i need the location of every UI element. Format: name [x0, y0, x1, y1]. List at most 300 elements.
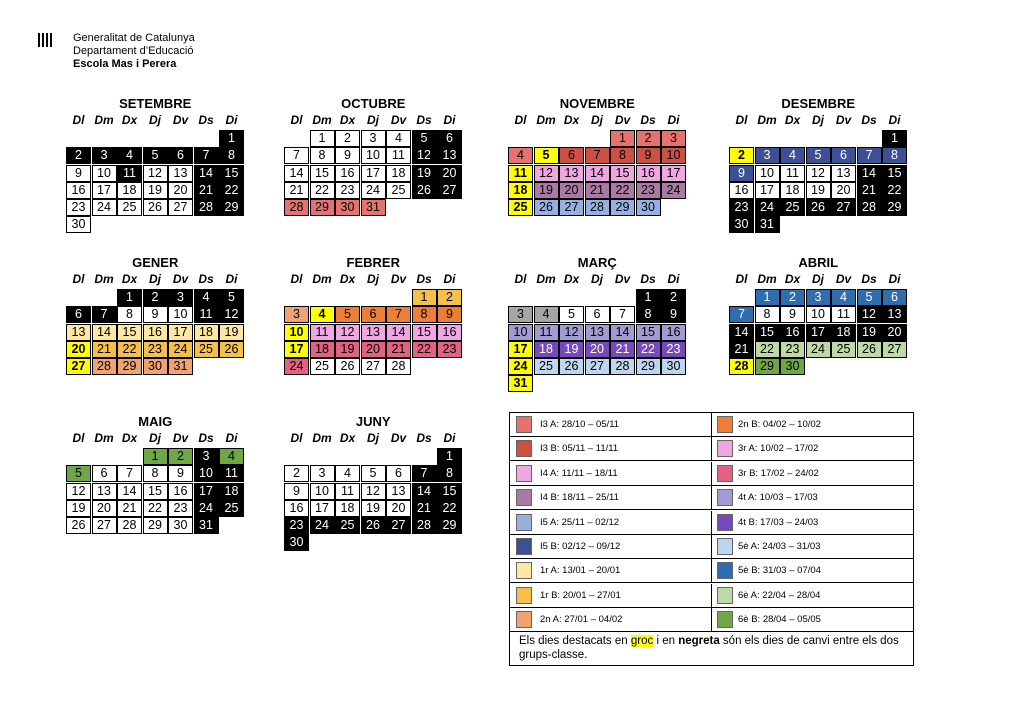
legend-swatch: [717, 465, 733, 482]
day-cell: 15: [755, 324, 780, 341]
day-cell: 16: [780, 324, 805, 341]
legend-row: [712, 437, 914, 461]
weekday-header: Ds: [416, 272, 432, 286]
weekday-header: Ds: [861, 272, 877, 286]
day-cell: 15: [310, 165, 335, 182]
day-cell: 28: [585, 199, 610, 216]
legend-swatch: [516, 440, 532, 457]
day-cell: 24: [92, 199, 117, 216]
day-cell: 26: [361, 517, 386, 534]
weekday-header: Dx: [339, 272, 356, 286]
day-cell: 25: [194, 341, 219, 358]
day-cell: 10: [92, 165, 117, 182]
day-cell: 16: [437, 324, 462, 341]
day-cell: 11: [831, 306, 856, 323]
legend-label: 3r A: 10/02 – 17/02: [738, 443, 819, 455]
weekday-header: Dm: [94, 272, 114, 286]
day-cell: 13: [386, 483, 411, 500]
weekday-header: Ds: [416, 113, 432, 127]
legend-note: Els dies destacats en groc i en negreta són els dies de canvi entre els dos grups-classe.: [519, 635, 899, 661]
month-title: MAIG: [138, 414, 173, 429]
day-cell: 28: [194, 199, 219, 216]
day-cell: 8: [310, 147, 335, 164]
day-cell: 29: [437, 517, 462, 534]
day-cell: 28: [857, 199, 882, 216]
legend-row: [712, 486, 914, 510]
weekday-header: Dm: [757, 272, 777, 286]
day-cell: 24: [168, 341, 193, 358]
day-cell: 12: [534, 165, 559, 182]
day-cell: 18: [194, 324, 219, 341]
day-cell: 1: [755, 289, 780, 306]
day-cell: 29: [143, 517, 168, 534]
day-cell: 29: [219, 199, 244, 216]
day-cell: 4: [194, 289, 219, 306]
day-cell: 18: [310, 341, 335, 358]
day-cell: 13: [361, 324, 386, 341]
legend-row: [510, 486, 712, 510]
legend-swatch: [717, 489, 733, 506]
legend-label: 6è B: 28/04 – 05/05: [738, 614, 821, 626]
day-cell: 23: [284, 517, 309, 534]
day-cell: 1: [310, 130, 335, 147]
weekday-header: Dx: [121, 431, 138, 445]
day-cell: 26: [412, 182, 437, 199]
header-department: Departament d’Educació: [73, 45, 194, 57]
day-cell: 21: [194, 182, 219, 199]
day-cell: 16: [66, 182, 91, 199]
day-cell: 27: [92, 517, 117, 534]
weekday-header: Ds: [861, 113, 877, 127]
weekday-header: Di: [667, 272, 680, 286]
day-cell: 21: [729, 341, 754, 358]
day-cell: 6: [437, 130, 462, 147]
weekday-header: Dj: [149, 272, 161, 286]
day-cell: 15: [636, 324, 661, 341]
weekday-header: Dl: [735, 272, 748, 286]
day-cell: 3: [806, 289, 831, 306]
legend-label: 3r B: 17/02 – 24/02: [738, 467, 819, 479]
legend-row: [712, 584, 914, 608]
day-cell: 27: [386, 517, 411, 534]
day-cell: 2: [168, 448, 193, 465]
day-cell: 2: [284, 465, 309, 482]
weekday-header: Ds: [198, 113, 214, 127]
day-cell: 24: [284, 358, 309, 375]
weekday-header: Dj: [591, 272, 603, 286]
day-cell: 26: [66, 517, 91, 534]
weekday-header: Dv: [172, 272, 189, 286]
day-cell: 26: [143, 199, 168, 216]
day-cell: 7: [857, 147, 882, 164]
day-cell: 19: [857, 324, 882, 341]
day-cell: 10: [361, 147, 386, 164]
day-cell: 30: [780, 358, 805, 375]
day-cell: 20: [882, 324, 907, 341]
day-cell: 1: [437, 448, 462, 465]
day-cell: 4: [219, 448, 244, 465]
day-cell: 11: [534, 324, 559, 341]
day-cell: 11: [194, 306, 219, 323]
day-cell: 20: [386, 500, 411, 517]
weekday-header: Dj: [367, 113, 379, 127]
day-cell: 30: [168, 517, 193, 534]
legend: [509, 412, 914, 666]
legend-row: [510, 535, 712, 559]
day-cell: 7: [585, 147, 610, 164]
weekday-header: Dj: [367, 431, 379, 445]
day-cell: 31: [194, 517, 219, 534]
day-cell: 27: [437, 182, 462, 199]
day-cell: 9: [780, 306, 805, 323]
day-cell: 6: [168, 147, 193, 164]
day-cell: 17: [806, 324, 831, 341]
day-cell: 30: [66, 216, 91, 233]
weekday-header: Di: [667, 113, 680, 127]
day-cell: 29: [755, 358, 780, 375]
day-cell: 27: [831, 199, 856, 216]
day-cell: 5: [335, 306, 360, 323]
weekday-header: Dv: [614, 272, 631, 286]
day-cell: 12: [559, 324, 584, 341]
day-cell: 17: [361, 165, 386, 182]
weekday-header: Di: [443, 113, 456, 127]
day-cell: 6: [361, 306, 386, 323]
legend-swatch: [516, 587, 532, 604]
weekday-header: Dv: [172, 431, 189, 445]
day-cell: 27: [882, 341, 907, 358]
day-cell: 11: [386, 147, 411, 164]
day-cell: 7: [386, 306, 411, 323]
day-cell: 19: [143, 182, 168, 199]
day-cell: 27: [168, 199, 193, 216]
legend-label: 6è A: 22/04 – 28/04: [738, 589, 821, 601]
day-cell: 6: [882, 289, 907, 306]
day-cell: 3: [361, 130, 386, 147]
day-cell: 2: [661, 289, 686, 306]
day-cell: 1: [882, 130, 907, 147]
legend-label: 5è B: 31/03 – 07/04: [738, 565, 821, 577]
legend-swatch: [516, 562, 532, 579]
day-cell: 5: [66, 465, 91, 482]
day-cell: 28: [412, 517, 437, 534]
weekday-header: Dx: [339, 431, 356, 445]
day-cell: 2: [437, 289, 462, 306]
day-cell: 10: [168, 306, 193, 323]
weekday-header: Dj: [367, 272, 379, 286]
day-cell: 22: [755, 341, 780, 358]
weekday-header: Dl: [290, 113, 303, 127]
weekday-header: Di: [225, 272, 238, 286]
day-cell: 14: [610, 324, 635, 341]
day-cell: 28: [117, 517, 142, 534]
day-cell: 2: [66, 147, 91, 164]
day-cell: 11: [780, 165, 805, 182]
day-cell: 17: [508, 341, 533, 358]
day-cell: 5: [534, 147, 559, 164]
day-cell: 13: [831, 165, 856, 182]
month-title: FEBRER: [346, 255, 400, 270]
weekday-header: Dl: [514, 113, 527, 127]
weekday-header: Ds: [198, 431, 214, 445]
day-cell: 30: [335, 199, 360, 216]
highlight-word: groc: [630, 635, 654, 647]
day-cell: 31: [361, 199, 386, 216]
weekday-header: Dv: [390, 431, 407, 445]
day-cell: 21: [284, 182, 309, 199]
day-cell: 4: [335, 465, 360, 482]
legend-swatch: [516, 611, 532, 628]
day-cell: 3: [284, 306, 309, 323]
legend-row: [510, 559, 712, 583]
legend-swatch: [516, 489, 532, 506]
day-cell: 25: [219, 500, 244, 517]
weekday-header: Dm: [312, 113, 332, 127]
day-cell: 23: [143, 341, 168, 358]
day-cell: 16: [168, 483, 193, 500]
day-cell: 12: [335, 324, 360, 341]
legend-row: [712, 413, 914, 437]
day-cell: 19: [66, 500, 91, 517]
weekday-header: Dl: [735, 113, 748, 127]
day-cell: 27: [66, 358, 91, 375]
weekday-header: Dx: [563, 272, 580, 286]
month-title: MARÇ: [577, 255, 617, 270]
day-cell: 15: [437, 483, 462, 500]
day-cell: 10: [508, 324, 533, 341]
day-cell: 23: [636, 182, 661, 199]
month-title: JUNY: [355, 414, 391, 429]
day-cell: 8: [636, 306, 661, 323]
day-cell: 12: [361, 483, 386, 500]
weekday-header: Di: [888, 113, 901, 127]
day-cell: 2: [780, 289, 805, 306]
day-cell: 8: [117, 306, 142, 323]
weekday-header: Dm: [312, 272, 332, 286]
day-cell: 10: [284, 324, 309, 341]
day-cell: 21: [610, 341, 635, 358]
day-cell: 6: [585, 306, 610, 323]
generalitat-logo-icon: [38, 33, 53, 49]
legend-swatch: [717, 440, 733, 457]
day-cell: 21: [386, 341, 411, 358]
day-cell: 12: [66, 483, 91, 500]
day-cell: 11: [310, 324, 335, 341]
day-cell: 1: [117, 289, 142, 306]
day-cell: 5: [361, 465, 386, 482]
month-title: SETEMBRE: [119, 96, 192, 111]
weekday-header: Dj: [812, 113, 824, 127]
legend-label: 4t A: 10/03 – 17/03: [738, 492, 818, 504]
day-cell: 23: [780, 341, 805, 358]
weekday-header: Dl: [72, 272, 85, 286]
legend-label: I4 A: 11/11 – 18/11: [540, 467, 618, 479]
day-cell: 24: [361, 182, 386, 199]
day-cell: 17: [168, 324, 193, 341]
day-cell: 25: [780, 199, 805, 216]
legend-swatch: [516, 416, 532, 433]
day-cell: 18: [219, 483, 244, 500]
day-cell: 6: [66, 306, 91, 323]
weekday-header: Dx: [784, 113, 801, 127]
day-cell: 17: [92, 182, 117, 199]
day-cell: 19: [219, 324, 244, 341]
day-cell: 20: [168, 182, 193, 199]
day-cell: 24: [806, 341, 831, 358]
legend-row: [510, 437, 712, 461]
weekday-header: Dx: [563, 113, 580, 127]
legend-label: I3 A: 28/10 – 05/11: [540, 419, 620, 430]
day-cell: 3: [310, 465, 335, 482]
day-cell: 7: [412, 465, 437, 482]
day-cell: 22: [412, 341, 437, 358]
weekday-header: Dj: [812, 272, 824, 286]
day-cell: 20: [559, 182, 584, 199]
day-cell: 25: [831, 341, 856, 358]
day-cell: 16: [284, 500, 309, 517]
weekday-header: Dv: [172, 113, 189, 127]
day-cell: 8: [143, 465, 168, 482]
weekday-header: Dv: [835, 113, 852, 127]
day-cell: 12: [857, 306, 882, 323]
weekday-header: Dv: [614, 113, 631, 127]
day-cell: 9: [168, 465, 193, 482]
day-cell: 22: [437, 500, 462, 517]
header-school: Escola Mas i Perera: [73, 58, 177, 70]
weekday-header: Dx: [339, 113, 356, 127]
day-cell: 23: [168, 500, 193, 517]
day-cell: 6: [386, 465, 411, 482]
legend-row: [712, 608, 914, 632]
day-cell: 6: [831, 147, 856, 164]
day-cell: 25: [508, 199, 533, 216]
day-cell: 3: [194, 448, 219, 465]
day-cell: 4: [386, 130, 411, 147]
day-cell: 18: [534, 341, 559, 358]
day-cell: 18: [780, 182, 805, 199]
day-cell: 11: [335, 483, 360, 500]
legend-swatch: [717, 514, 733, 531]
day-cell: 8: [412, 306, 437, 323]
day-cell: 14: [386, 324, 411, 341]
legend-swatch: [717, 587, 733, 604]
month-title: ABRIL: [798, 255, 839, 270]
legend-swatch: [717, 611, 733, 628]
day-cell: 10: [310, 483, 335, 500]
month-title: DESEMBRE: [781, 96, 856, 111]
day-cell: 8: [437, 465, 462, 482]
day-cell: 7: [92, 306, 117, 323]
day-cell: 10: [806, 306, 831, 323]
day-cell: 29: [117, 358, 142, 375]
day-cell: 26: [806, 199, 831, 216]
month-title: GENER: [132, 255, 179, 270]
day-cell: 11: [508, 165, 533, 182]
day-cell: 23: [661, 341, 686, 358]
day-cell: 1: [636, 289, 661, 306]
weekday-header: Dv: [390, 272, 407, 286]
day-cell: 24: [508, 358, 533, 375]
day-cell: 27: [585, 358, 610, 375]
day-cell: 5: [806, 147, 831, 164]
day-cell: 14: [585, 165, 610, 182]
day-cell: 13: [882, 306, 907, 323]
month-title: OCTUBRE: [341, 96, 406, 111]
day-cell: 30: [636, 199, 661, 216]
day-cell: 19: [412, 165, 437, 182]
day-cell: 28: [284, 199, 309, 216]
legend-swatch: [516, 465, 532, 482]
day-cell: 7: [194, 147, 219, 164]
day-cell: 13: [585, 324, 610, 341]
day-cell: 22: [117, 341, 142, 358]
day-cell: 15: [143, 483, 168, 500]
weekday-header: Ds: [198, 272, 214, 286]
day-cell: 21: [92, 341, 117, 358]
day-cell: 6: [559, 147, 584, 164]
day-cell: 3: [92, 147, 117, 164]
legend-row: [510, 462, 712, 486]
day-cell: 21: [585, 182, 610, 199]
day-cell: 2: [335, 130, 360, 147]
day-cell: 9: [729, 165, 754, 182]
day-cell: 23: [437, 341, 462, 358]
day-cell: 13: [168, 165, 193, 182]
legend-label: I5 A: 25/11 – 02/12: [540, 516, 620, 528]
day-cell: 7: [729, 306, 754, 323]
day-cell: 8: [755, 306, 780, 323]
day-cell: 20: [66, 341, 91, 358]
day-cell: 12: [219, 306, 244, 323]
weekday-header: Ds: [640, 113, 656, 127]
day-cell: 28: [92, 358, 117, 375]
day-cell: 1: [610, 130, 635, 147]
day-cell: 19: [335, 341, 360, 358]
weekday-header: Dm: [94, 431, 114, 445]
day-cell: 21: [857, 182, 882, 199]
day-cell: 3: [168, 289, 193, 306]
day-cell: 12: [412, 147, 437, 164]
day-cell: 7: [117, 465, 142, 482]
day-cell: 5: [559, 306, 584, 323]
day-cell: 5: [857, 289, 882, 306]
weekday-header: Di: [888, 272, 901, 286]
day-cell: 16: [636, 165, 661, 182]
day-cell: 3: [755, 147, 780, 164]
weekday-header: Ds: [640, 272, 656, 286]
day-cell: 30: [143, 358, 168, 375]
day-cell: 29: [636, 358, 661, 375]
legend-label: 1r B: 20/01 – 27/01: [540, 589, 621, 601]
day-cell: 16: [661, 324, 686, 341]
day-cell: 12: [806, 165, 831, 182]
day-cell: 24: [661, 182, 686, 199]
day-cell: 9: [66, 165, 91, 182]
day-cell: 17: [284, 341, 309, 358]
day-cell: 20: [585, 341, 610, 358]
legend-label: 4t B: 17/03 – 24/03: [738, 516, 819, 528]
day-cell: 24: [310, 517, 335, 534]
legend-swatch: [717, 538, 733, 555]
weekday-header: Di: [225, 113, 238, 127]
day-cell: 18: [117, 182, 142, 199]
day-cell: 10: [755, 165, 780, 182]
day-cell: 21: [117, 500, 142, 517]
day-cell: 8: [882, 147, 907, 164]
header-org: Generalitat de Catalunya: [73, 32, 195, 44]
day-cell: 9: [437, 306, 462, 323]
day-cell: 17: [755, 182, 780, 199]
